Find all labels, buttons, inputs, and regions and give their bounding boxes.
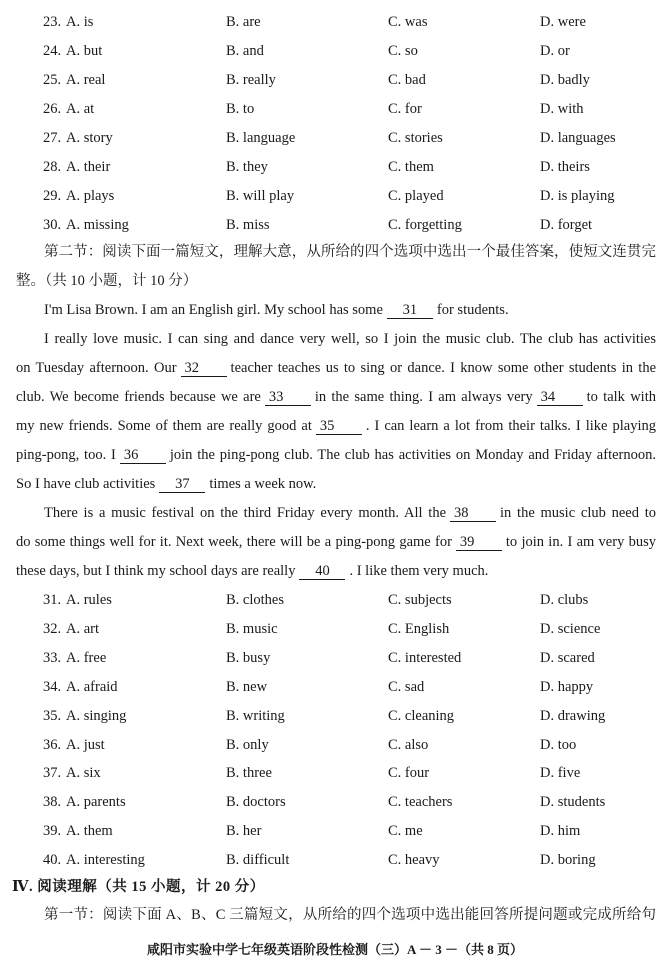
option-row	[0, 676, 670, 698]
option-row	[0, 214, 670, 236]
option-row	[0, 618, 670, 640]
option-row	[0, 40, 670, 62]
option-b: B. and	[226, 43, 264, 59]
option-row	[0, 647, 670, 669]
option-b: B. doctors	[226, 794, 286, 810]
question-number: 32.	[43, 621, 62, 637]
option-row	[0, 98, 670, 120]
option-d: D. drawing	[540, 708, 606, 724]
option-c: C. forgetting	[388, 217, 462, 233]
option-a: A. art	[66, 621, 100, 637]
blank-32: 32	[181, 361, 227, 377]
option-b: B. will play	[226, 188, 295, 204]
passage-line: So I have club activities 37 times a week now.	[16, 476, 317, 492]
option-row	[0, 734, 670, 756]
section4-instruction	[16, 901, 656, 930]
question-number: 31.	[43, 592, 62, 608]
blank-36: 36	[120, 448, 166, 464]
question-number: 33.	[43, 650, 62, 666]
blank-34: 34	[537, 390, 583, 406]
passage-line: my new friends. Some of them are really good at 35 . I can learn a lot from their talks. I like playing	[16, 418, 656, 434]
option-a: A. free	[66, 650, 107, 666]
blank-33: 33	[265, 390, 311, 406]
option-c: C. stories	[388, 130, 443, 146]
option-d: D. scared	[540, 650, 595, 666]
blank-39: 39	[456, 535, 502, 551]
option-c: C. them	[388, 159, 434, 175]
option-c: C. teachers	[388, 794, 453, 810]
option-b: B. her	[226, 823, 262, 839]
question-number: 30.	[43, 217, 62, 233]
option-d: D. is playing	[540, 188, 615, 204]
passage-line: I really love music. I can sing and dance very well, so I join the music club. The club has activities	[44, 331, 656, 347]
question-number: 24.	[43, 43, 62, 59]
option-c: C. also	[388, 737, 429, 753]
question-number: 39.	[43, 823, 62, 839]
option-d: D. badly	[540, 72, 590, 88]
option-row	[0, 762, 670, 784]
question-number: 37.	[43, 765, 62, 781]
option-b: B. difficult	[226, 852, 290, 868]
question-number: 38.	[43, 794, 62, 810]
option-a: A. but	[66, 43, 103, 59]
option-d: D. clubs	[540, 592, 589, 608]
option-a: A. afraid	[66, 679, 118, 695]
option-d: D. boring	[540, 852, 596, 868]
question-number: 36.	[43, 737, 62, 753]
section4-heading: Ⅳ. 阅读理解（共 15 小题，计 20 分）	[12, 879, 265, 895]
option-d: D. with	[540, 101, 584, 117]
option-d: D. languages	[540, 130, 616, 146]
blank-40: 40	[299, 564, 345, 580]
passage-paragraph-3	[16, 499, 656, 586]
option-c: C. four	[388, 765, 430, 781]
passage-line: do some things well for it. Next week, there will be a ping-pong game for 39 to join in. I am very busy	[16, 534, 656, 550]
option-c: C. was	[388, 14, 428, 30]
instruction-line: 整。（共 10 小题，计 10 分）	[16, 273, 198, 289]
option-row	[0, 589, 670, 611]
blank-35: 35	[316, 419, 362, 435]
question-number: 26.	[43, 101, 62, 117]
option-row	[0, 849, 670, 871]
option-b: B. writing	[226, 708, 285, 724]
option-a: A. just	[66, 737, 105, 753]
option-d: D. or	[540, 43, 570, 59]
option-d: D. theirs	[540, 159, 590, 175]
option-row	[0, 791, 670, 813]
option-a: A. six	[66, 765, 101, 781]
option-row	[0, 127, 670, 149]
option-b: B. clothes	[226, 592, 284, 608]
question-number: 28.	[43, 159, 62, 175]
option-a: A. parents	[66, 794, 126, 810]
option-c: C. English	[388, 621, 450, 637]
instruction-line: 第一节：阅读下面 A、B、C 三篇短文，从所给的四个选项中选出能回答所提问题或完成所给句	[44, 907, 656, 923]
option-c: C. interested	[388, 650, 462, 666]
option-row	[0, 69, 670, 91]
option-c: C. subjects	[388, 592, 452, 608]
option-a: A. plays	[66, 188, 115, 204]
option-b: B. they	[226, 159, 268, 175]
option-b: B. only	[226, 737, 269, 753]
option-a: A. missing	[66, 217, 129, 233]
question-number: 25.	[43, 72, 62, 88]
option-d: D. happy	[540, 679, 594, 695]
option-d: D. him	[540, 823, 581, 839]
blank-38: 38	[450, 506, 496, 522]
option-d: D. science	[540, 621, 601, 637]
passage-line: on Tuesday afternoon. Our 32 teacher teaches us to sing or dance. I know some other students in the	[16, 360, 656, 376]
option-c: C. sad	[388, 679, 425, 695]
option-row	[0, 705, 670, 727]
option-a: A. rules	[66, 592, 112, 608]
option-c: C. bad	[388, 72, 426, 88]
question-number: 29.	[43, 188, 62, 204]
blank-31: 31	[387, 303, 433, 319]
page-footer: 咸阳市实验中学七年级英语阶段性检测（三）A － 3 －（共 8 页）	[147, 942, 523, 957]
option-d: D. forget	[540, 217, 593, 233]
option-b: B. really	[226, 72, 276, 88]
question-number: 40.	[43, 852, 62, 868]
option-b: B. new	[226, 679, 268, 695]
option-d: D. students	[540, 794, 606, 810]
option-b: B. are	[226, 14, 261, 30]
section2-instruction	[16, 238, 656, 296]
option-a: A. interesting	[66, 852, 145, 868]
question-number: 27.	[43, 130, 62, 146]
option-row	[0, 156, 670, 178]
option-a: A. singing	[66, 708, 127, 724]
option-b: B. miss	[226, 217, 270, 233]
instruction-line: 第二节：阅读下面一篇短文，理解大意，从所给的四个选项中选出一个最佳答案，使短文连贯完	[44, 244, 656, 260]
option-a: A. at	[66, 101, 95, 117]
option-row	[0, 185, 670, 207]
blank-37: 37	[159, 477, 205, 493]
passage-line: I'm Lisa Brown. I am an English girl. My school has some 31 for students.	[44, 302, 509, 318]
option-a: A. their	[66, 159, 111, 175]
option-row	[0, 820, 670, 842]
option-a: A. is	[66, 14, 94, 30]
option-d: D. were	[540, 14, 586, 30]
passage-line: ping-pong, too. I 36 join the ping-pong club. The club has activities on Monday and Friday afternoon.	[16, 447, 656, 463]
option-c: C. played	[388, 188, 444, 204]
option-a: A. them	[66, 823, 113, 839]
option-b: B. busy	[226, 650, 271, 666]
option-b: B. music	[226, 621, 278, 637]
option-c: C. heavy	[388, 852, 440, 868]
question-number: 35.	[43, 708, 62, 724]
option-b: B. language	[226, 130, 296, 146]
option-a: A. story	[66, 130, 113, 146]
passage-line: these days, but I think my school days are really 40 . I like them very much.	[16, 563, 489, 579]
passage-paragraph-2	[16, 325, 656, 499]
passage-line: club. We become friends because we are 33 in the same thing. I am always very 34 to talk with	[16, 389, 656, 405]
option-row	[0, 11, 670, 33]
option-c: C. me	[388, 823, 423, 839]
option-b: B. to	[226, 101, 255, 117]
option-d: D. five	[540, 765, 581, 781]
option-b: B. three	[226, 765, 272, 781]
passage-paragraph-1	[16, 296, 656, 325]
option-d: D. too	[540, 737, 577, 753]
option-c: C. so	[388, 43, 418, 59]
question-number: 34.	[43, 679, 62, 695]
option-c: C. cleaning	[388, 708, 455, 724]
question-number: 23.	[43, 14, 62, 30]
option-c: C. for	[388, 101, 422, 117]
option-a: A. real	[66, 72, 106, 88]
passage-line: There is a music festival on the third Friday every month. All the 38 in the music club need to	[44, 505, 656, 521]
